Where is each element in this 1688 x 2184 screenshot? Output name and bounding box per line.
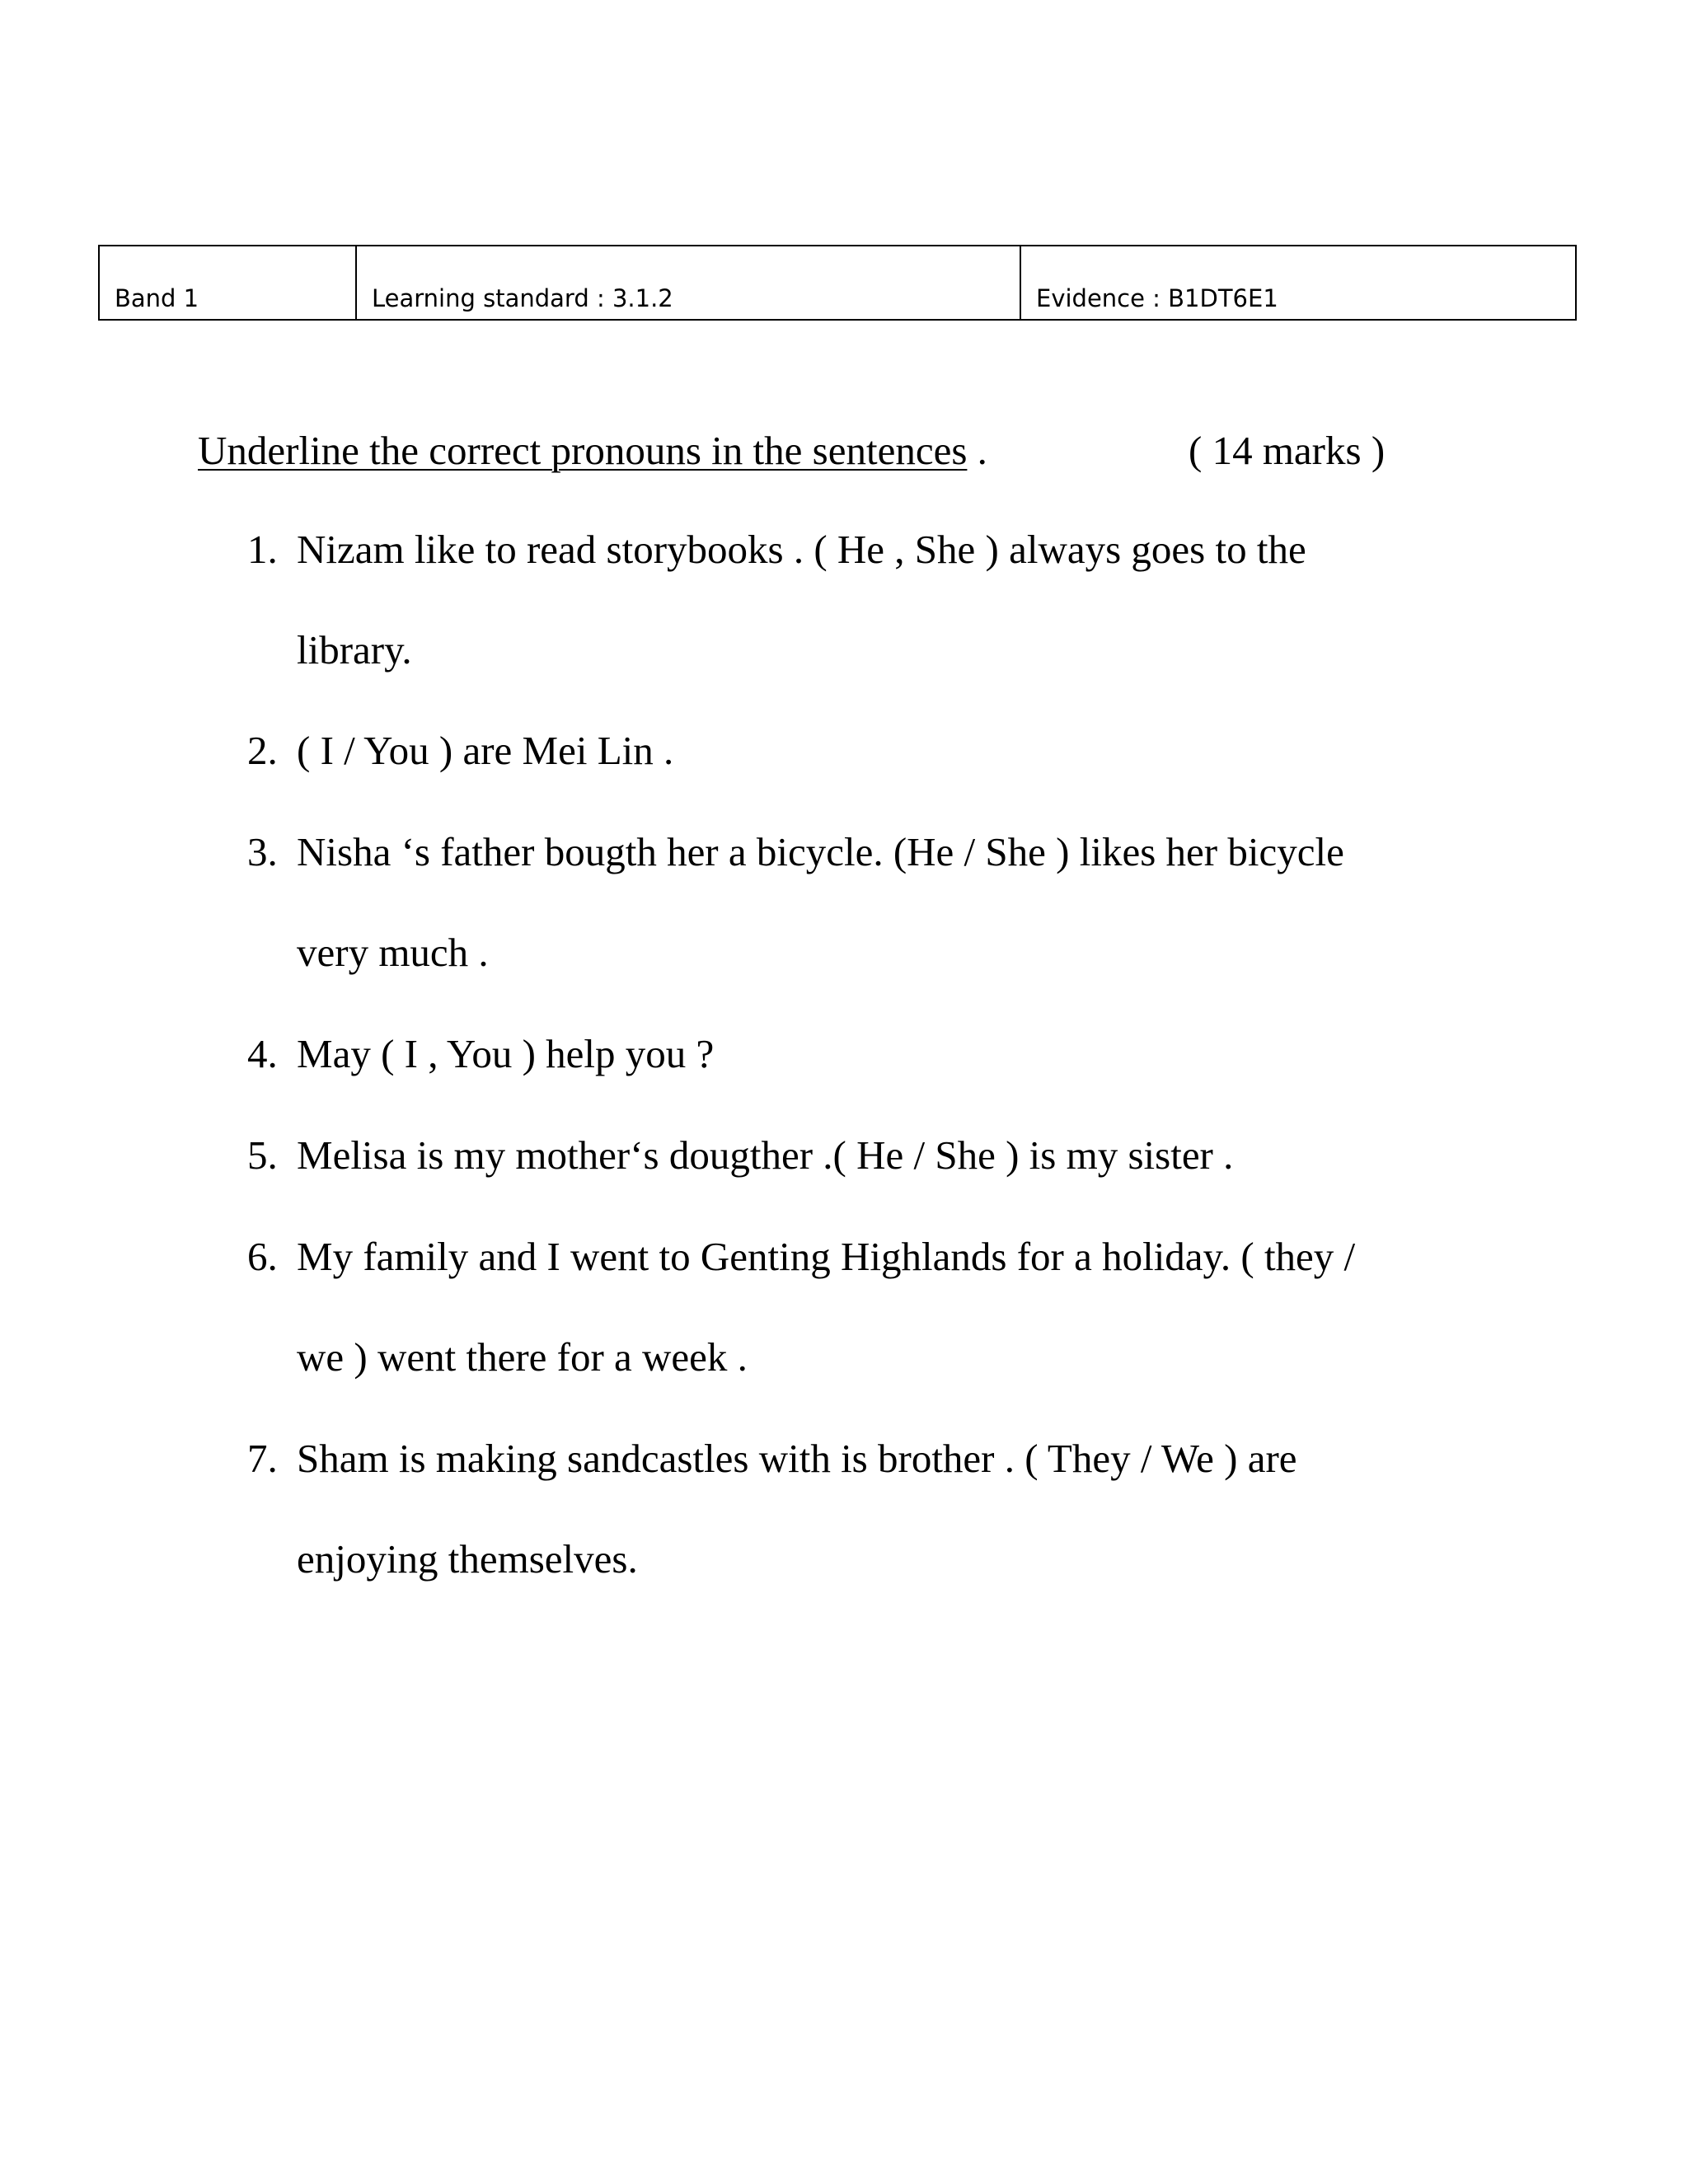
question-number: 2. [247, 728, 278, 773]
header-table [98, 245, 1577, 321]
question-text: Melisa is my mother‘s dougther .( He / She ) is my sister . [297, 1132, 1234, 1178]
question-text: ( I / You ) are Mei Lin . [297, 728, 674, 773]
question-text-continued: we ) went there for a week . [297, 1334, 748, 1380]
question-number: 7. [247, 1436, 278, 1481]
question-text-continued: very much . [297, 930, 489, 975]
band-cell: Band 1 [99, 246, 356, 320]
learning-standard-cell: Learning standard : 3.1.2 [356, 246, 1020, 320]
question-text-continued: enjoying themselves. [297, 1536, 638, 1582]
question-number: 1. [247, 527, 278, 572]
question-text: Nisha ‘s father bougth her a bicycle. (He / She ) likes her bicycle [297, 829, 1344, 874]
header-row [99, 246, 1576, 320]
instruction [198, 422, 1386, 480]
evidence-cell: Evidence : B1DT6E1 [1020, 246, 1576, 320]
question-text: May ( I , You ) help you ? [297, 1031, 715, 1076]
question-number: 6. [247, 1234, 278, 1279]
question-text: Sham is making sandcastles with is brother . ( They / We ) are [297, 1436, 1297, 1481]
question-number: 3. [247, 829, 278, 874]
question-text: My family and I went to Genting Highlands for a holiday. ( they / [297, 1234, 1356, 1279]
question-text: Nizam like to read storybooks . ( He , She ) always goes to the [297, 527, 1306, 572]
instruction-period: . [967, 428, 987, 473]
question-text-continued: library. [297, 627, 412, 673]
instruction-text: Underline the correct pronouns in the sentences [198, 428, 968, 473]
question-number: 5. [247, 1132, 278, 1178]
question-number: 4. [247, 1031, 278, 1076]
marks-label: ( 14 marks ) [1189, 428, 1386, 473]
